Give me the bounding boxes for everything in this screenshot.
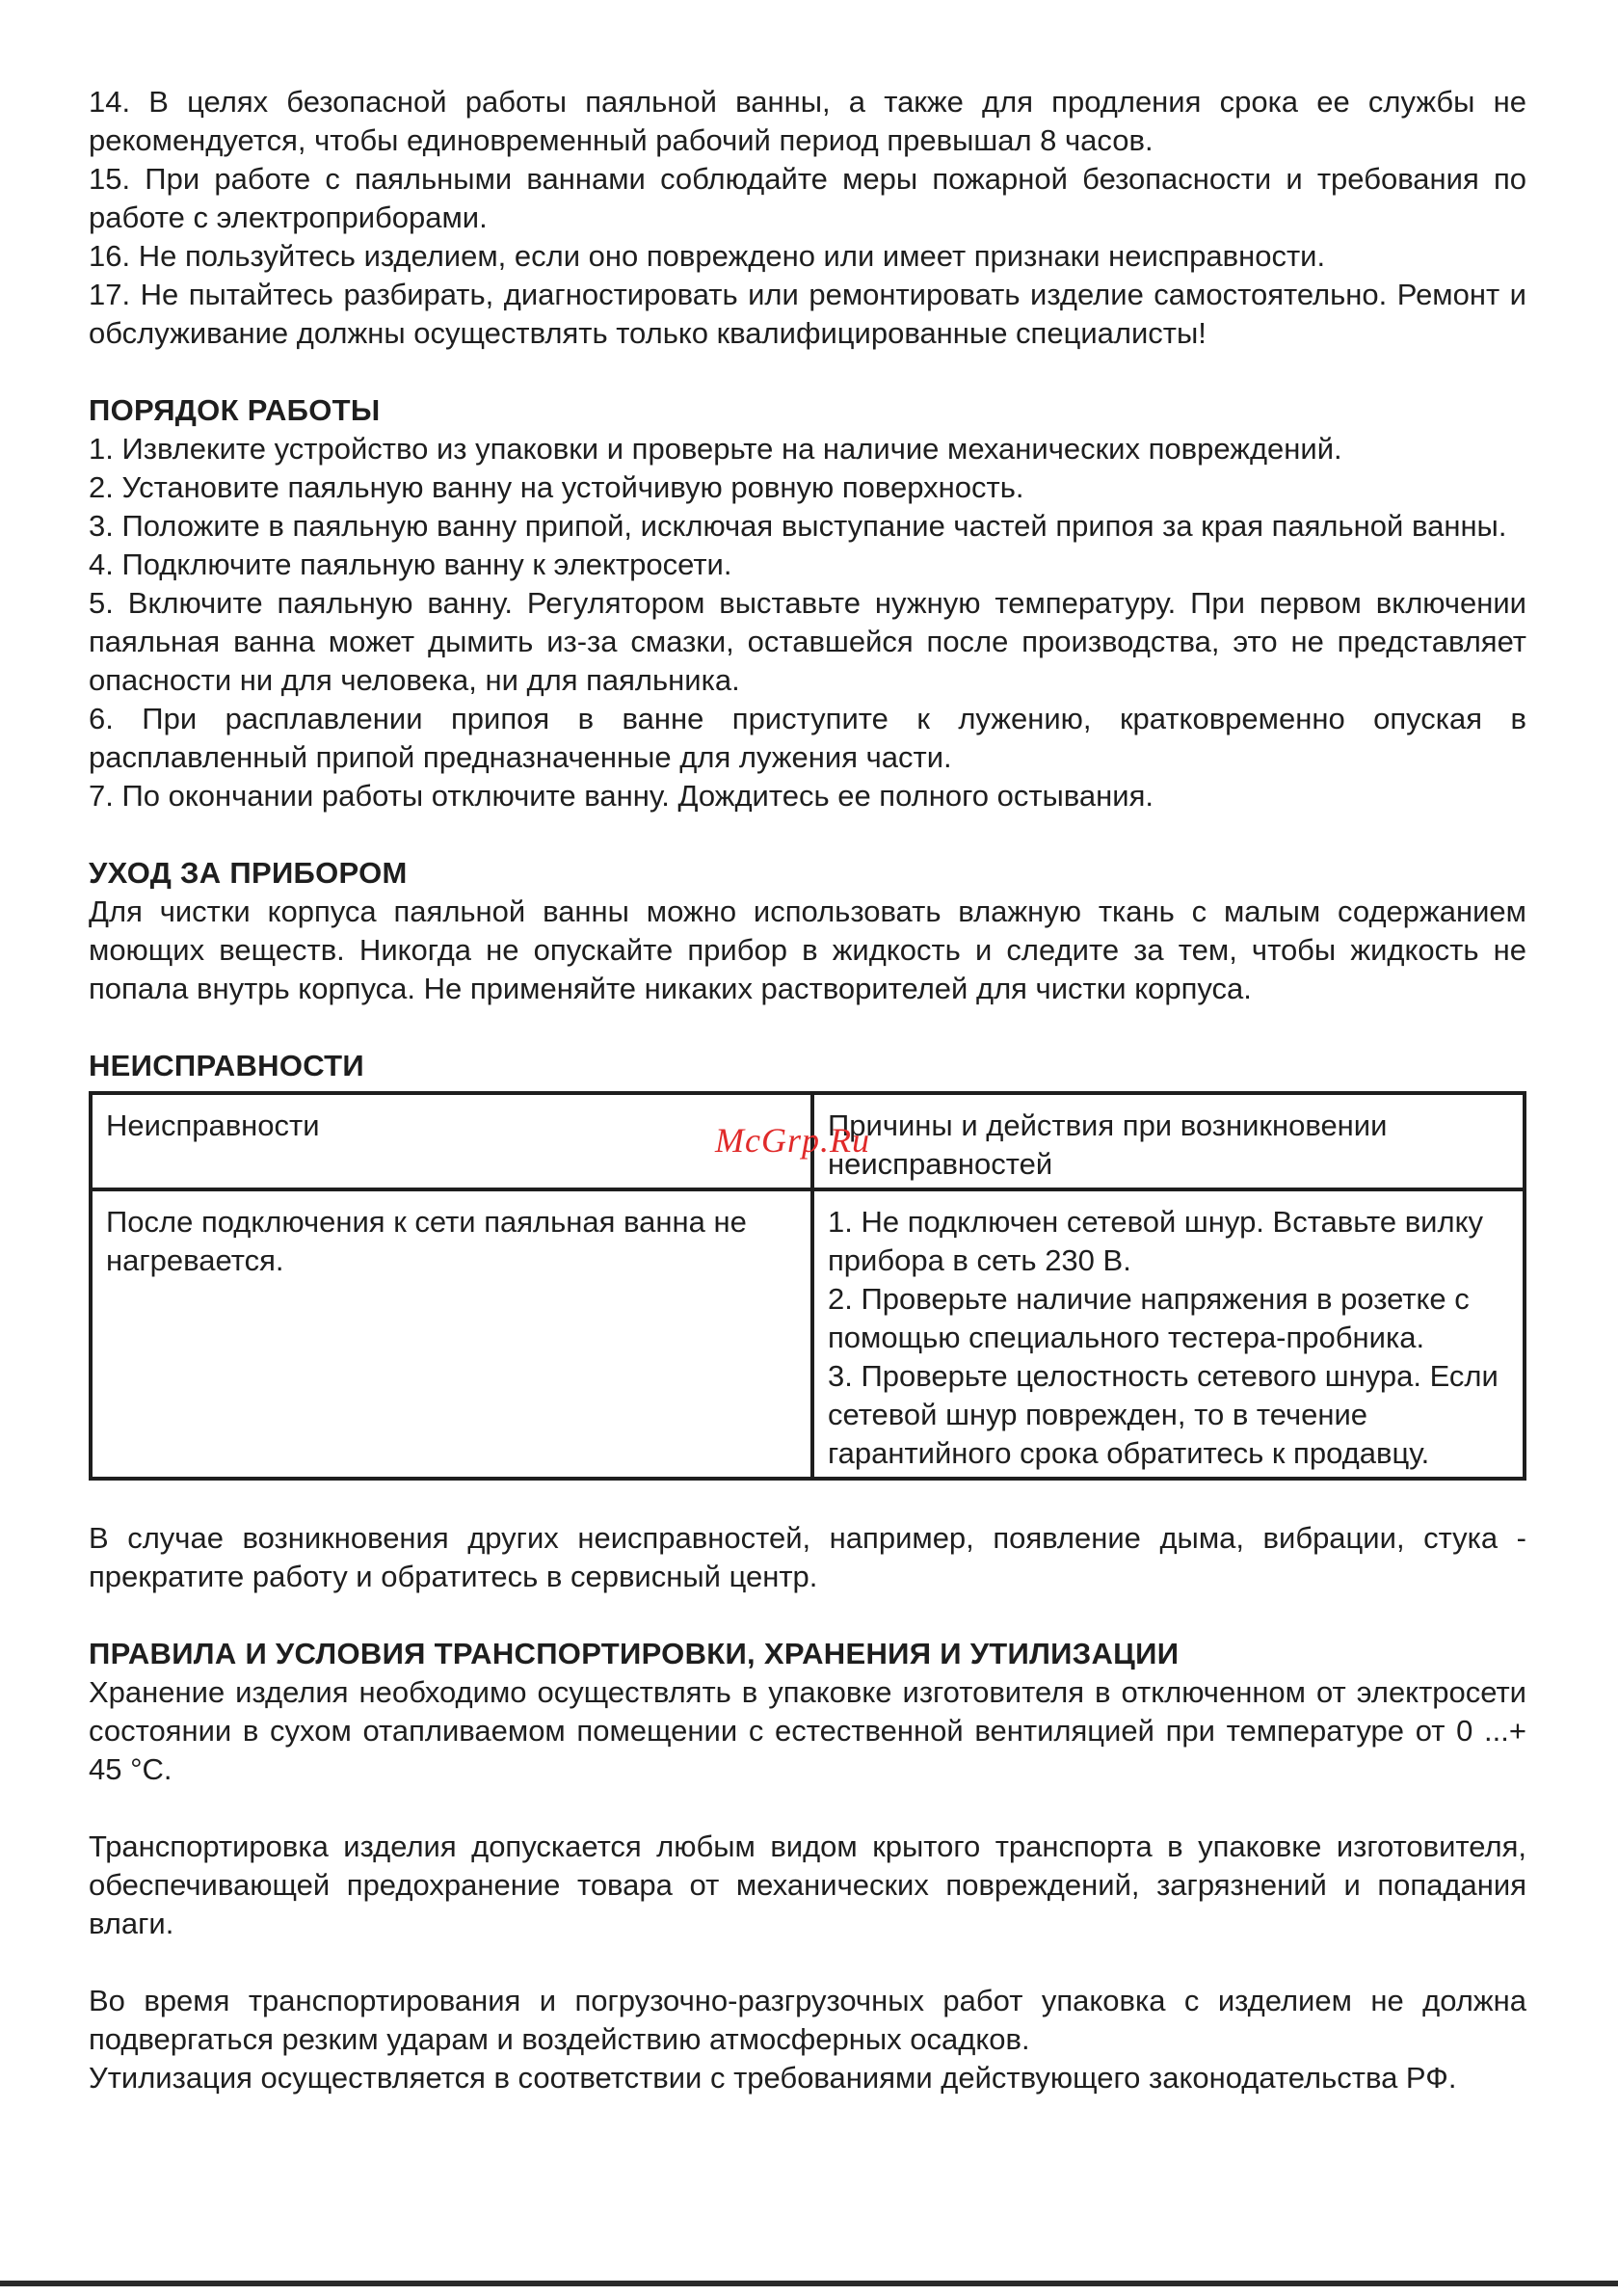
care-text: Для чистки корпуса паяльной ванны можно использовать влажную ткань с малым содержанием моющих веществ. Никогда не опускайте прибор в жидкость и следите за тем, чтобы жидкость не попала внутрь корпуса. Не применяйте никаких растворителей для чистки корпуса. xyxy=(89,894,1526,1005)
transportation-text: Транспортировка изделия допускается любым видом крытого транспорта в упаковке изготовителя, обеспечивающей предохранение товара от механических повреждений, загрязнений и попадания влаги. xyxy=(89,1829,1526,1940)
care-heading: УХОД ЗА ПРИБОРОМ xyxy=(89,856,408,890)
handling-text: Во время транспортирования и погрузочно-разгрузочных работ упаковка с изделием не должна подвергаться резким ударам и воздействию атмосферных осадков. xyxy=(89,1984,1526,2056)
intro-item-15: 15. При работе с паяльными ваннами соблюдайте меры пожарной безопасности и требования по работе с электроприборами. xyxy=(89,162,1526,234)
operation-step-2: 2. Установите паяльную ванну на устойчивую ровную поверхность. xyxy=(89,470,1024,504)
operation-step-3: 3. Положите в паяльную ванну припой, исключая выступание частей припоя за края паяльной ванны. xyxy=(89,509,1507,543)
intro-item-17: 17. Не пытайтесь разбирать, диагностировать или ремонтировать изделие самостоятельно. Ремонт и обслуживание должны осуществлять только квалифицированные специалисты! xyxy=(89,278,1526,350)
fault-action-3: 3. Проверьте целостность сетевого шнура. Если сетевой шнур поврежден, то в течение гарантийного срока обратитесь к продавцу. xyxy=(828,1359,1499,1470)
faults-table-row xyxy=(91,1189,1525,1479)
transport-heading: ПРАВИЛА И УСЛОВИЯ ТРАНСПОРТИРОВКИ, ХРАНЕНИЯ И УТИЛИЗАЦИИ xyxy=(89,1637,1180,1670)
storage-text: Хранение изделия необходимо осуществлять в упаковке изготовителя в отключенном от электросети состоянии в сухом отапливаемом помещении с естественной вентиляцией при температуре от 0 ...+ 45 °С. xyxy=(89,1675,1526,1786)
fault-problem-cell: После подключения к сети паяльная ванна не нагревается. xyxy=(91,1189,812,1479)
faults-header-actions: Причины и действия при возникновении неисправностей xyxy=(812,1093,1525,1189)
disposal-text: Утилизация осуществляется в соответствии с требованиями действующего законодательства РФ. xyxy=(89,2061,1457,2095)
bottom-divider xyxy=(0,2281,1618,2286)
operation-heading: ПОРЯДОК РАБОТЫ xyxy=(89,393,381,427)
operation-step-4: 4. Подключите паяльную ванну к электросети. xyxy=(89,547,732,581)
fault-action-2: 2. Проверьте наличие напряжения в розетке с помощью специального тестера-пробника. xyxy=(828,1282,1470,1354)
fault-action-1: 1. Не подключен сетевой шнур. Вставьте вилку прибора в сеть 230 В. xyxy=(828,1205,1483,1277)
operation-step-5: 5. Включите паяльную ванну. Регулятором выставьте нужную температуру. При первом включении паяльная ванна может дымить из-за смазки, оставшейся после производства, это не представляет опасности ни для человека, ни для паяльника. xyxy=(89,586,1526,697)
fault-actions-cell xyxy=(812,1189,1525,1479)
watermark: McGrp.Ru xyxy=(715,1121,870,1160)
faults-header-problem: Неисправности xyxy=(91,1093,812,1189)
document-page xyxy=(89,83,1526,2097)
operation-step-6: 6. При расплавлении припоя в ванне приступите к лужению, кратковременно опуская в расплавленный припой предназначенные для лужения части. xyxy=(89,702,1526,774)
intro-item-14: 14. В целях безопасной работы паяльной ванны, а также для продления срока ее службы не рекомендуется, чтобы единовременный рабочий период превышал 8 часов. xyxy=(89,85,1526,157)
operation-step-7: 7. По окончании работы отключите ванну. Дождитесь ее полного остывания. xyxy=(89,779,1154,813)
intro-item-16: 16. Не пользуйтесь изделием, если оно повреждено или имеет признаки неисправности. xyxy=(89,239,1326,273)
faults-heading: НЕИСПРАВНОСТИ xyxy=(89,1049,364,1082)
faults-note: В случае возникновения других неисправностей, например, появление дыма, вибрации, стука - прекратите работу и обратитесь в сервисный центр. xyxy=(89,1521,1526,1593)
operation-step-1: 1. Извлеките устройство из упаковки и проверьте на наличие механических повреждений. xyxy=(89,432,1342,466)
